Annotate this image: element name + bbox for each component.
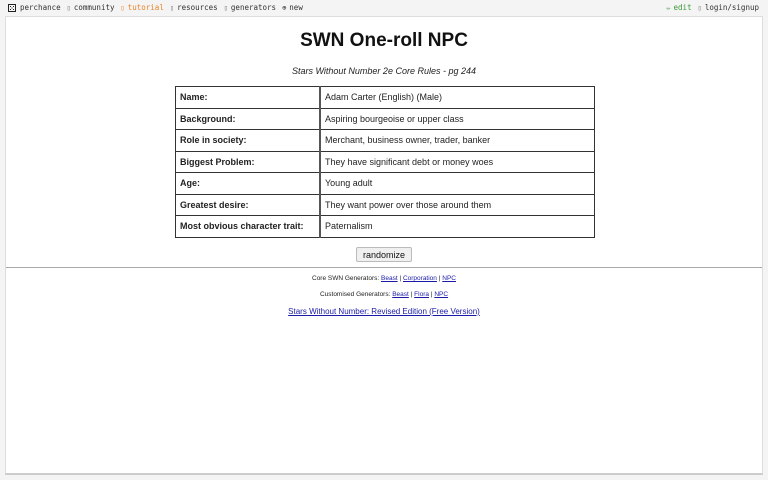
table-row <box>176 173 595 195</box>
top-nav-bar <box>0 0 768 16</box>
table-row <box>176 151 595 173</box>
row-label: Background: <box>176 108 321 130</box>
nav-resources[interactable]: ▯ resources <box>169 3 218 12</box>
core-npc-link[interactable]: NPC <box>442 275 456 282</box>
row-value: Young adult <box>320 173 595 195</box>
nav-new[interactable]: ⊕ new <box>282 3 303 12</box>
core-beast-link[interactable]: Beast <box>381 275 398 282</box>
table-row <box>176 194 595 216</box>
dice-icon <box>8 4 16 12</box>
row-value: They have significant debt or money woes <box>320 151 595 173</box>
row-value: Merchant, business owner, trader, banker <box>320 130 595 152</box>
box-icon: ▯ <box>169 3 175 12</box>
npc-table <box>175 86 595 238</box>
page-title: SWN One-roll NPC <box>300 30 468 51</box>
box-icon: ▯ <box>120 3 125 12</box>
randomize-button[interactable]: randomize <box>356 247 412 262</box>
row-label: Most obvious character trait: <box>176 216 321 238</box>
nav-perchance[interactable]: perchance <box>8 3 61 12</box>
row-label: Greatest desire: <box>176 194 321 216</box>
row-label: Age: <box>176 173 321 195</box>
nav-community[interactable]: ▯ community <box>66 3 115 12</box>
table-row <box>176 108 595 130</box>
page-subtitle: Stars Without Number 2e Core Rules - pg 244 <box>291 66 476 76</box>
row-value: Paternalism <box>320 216 595 238</box>
core-generators-links: Core SWN Generators: Beast | Corporation | NPC <box>312 275 456 282</box>
custom-generators-links: Customised Generators: Beast | Flora | NPC <box>319 291 449 298</box>
core-corporation-link[interactable]: Corporation <box>402 275 437 282</box>
table-row <box>176 130 595 152</box>
pencil-icon: ✏ <box>666 3 671 12</box>
box-icon: ▯ <box>223 3 228 12</box>
custom-flora-link[interactable]: Flora <box>414 291 429 298</box>
nav-login-signup[interactable]: ▯ login/signup <box>697 3 759 12</box>
row-label: Role in society: <box>176 130 321 152</box>
table-row <box>176 216 595 238</box>
table-row <box>176 87 595 109</box>
nav-edit[interactable]: ✏ edit <box>666 3 692 12</box>
plus-circle-icon: ⊕ <box>282 3 287 12</box>
row-value: Aspiring bourgeoise or upper class <box>320 108 595 130</box>
row-value: Adam Carter (English) (Male) <box>320 87 595 109</box>
generator-frame <box>5 16 763 475</box>
custom-beast-link[interactable]: Beast <box>392 291 409 298</box>
rulebook-link[interactable]: Stars Without Number: Revised Edition (Free Version) <box>288 307 480 316</box>
row-label: Biggest Problem: <box>176 151 321 173</box>
row-value: They want power over those around them <box>320 194 595 216</box>
rulebook-link-row <box>6 307 762 316</box>
custom-npc-link[interactable]: NPC <box>434 291 449 298</box>
divider <box>6 267 762 268</box>
box-icon: ▯ <box>66 3 71 12</box>
nav-tutorial[interactable]: ▯ tutorial <box>120 3 164 12</box>
row-label: Name: <box>176 87 321 109</box>
box-icon: ▯ <box>697 3 702 12</box>
nav-generators[interactable]: ▯ generators <box>223 3 277 12</box>
